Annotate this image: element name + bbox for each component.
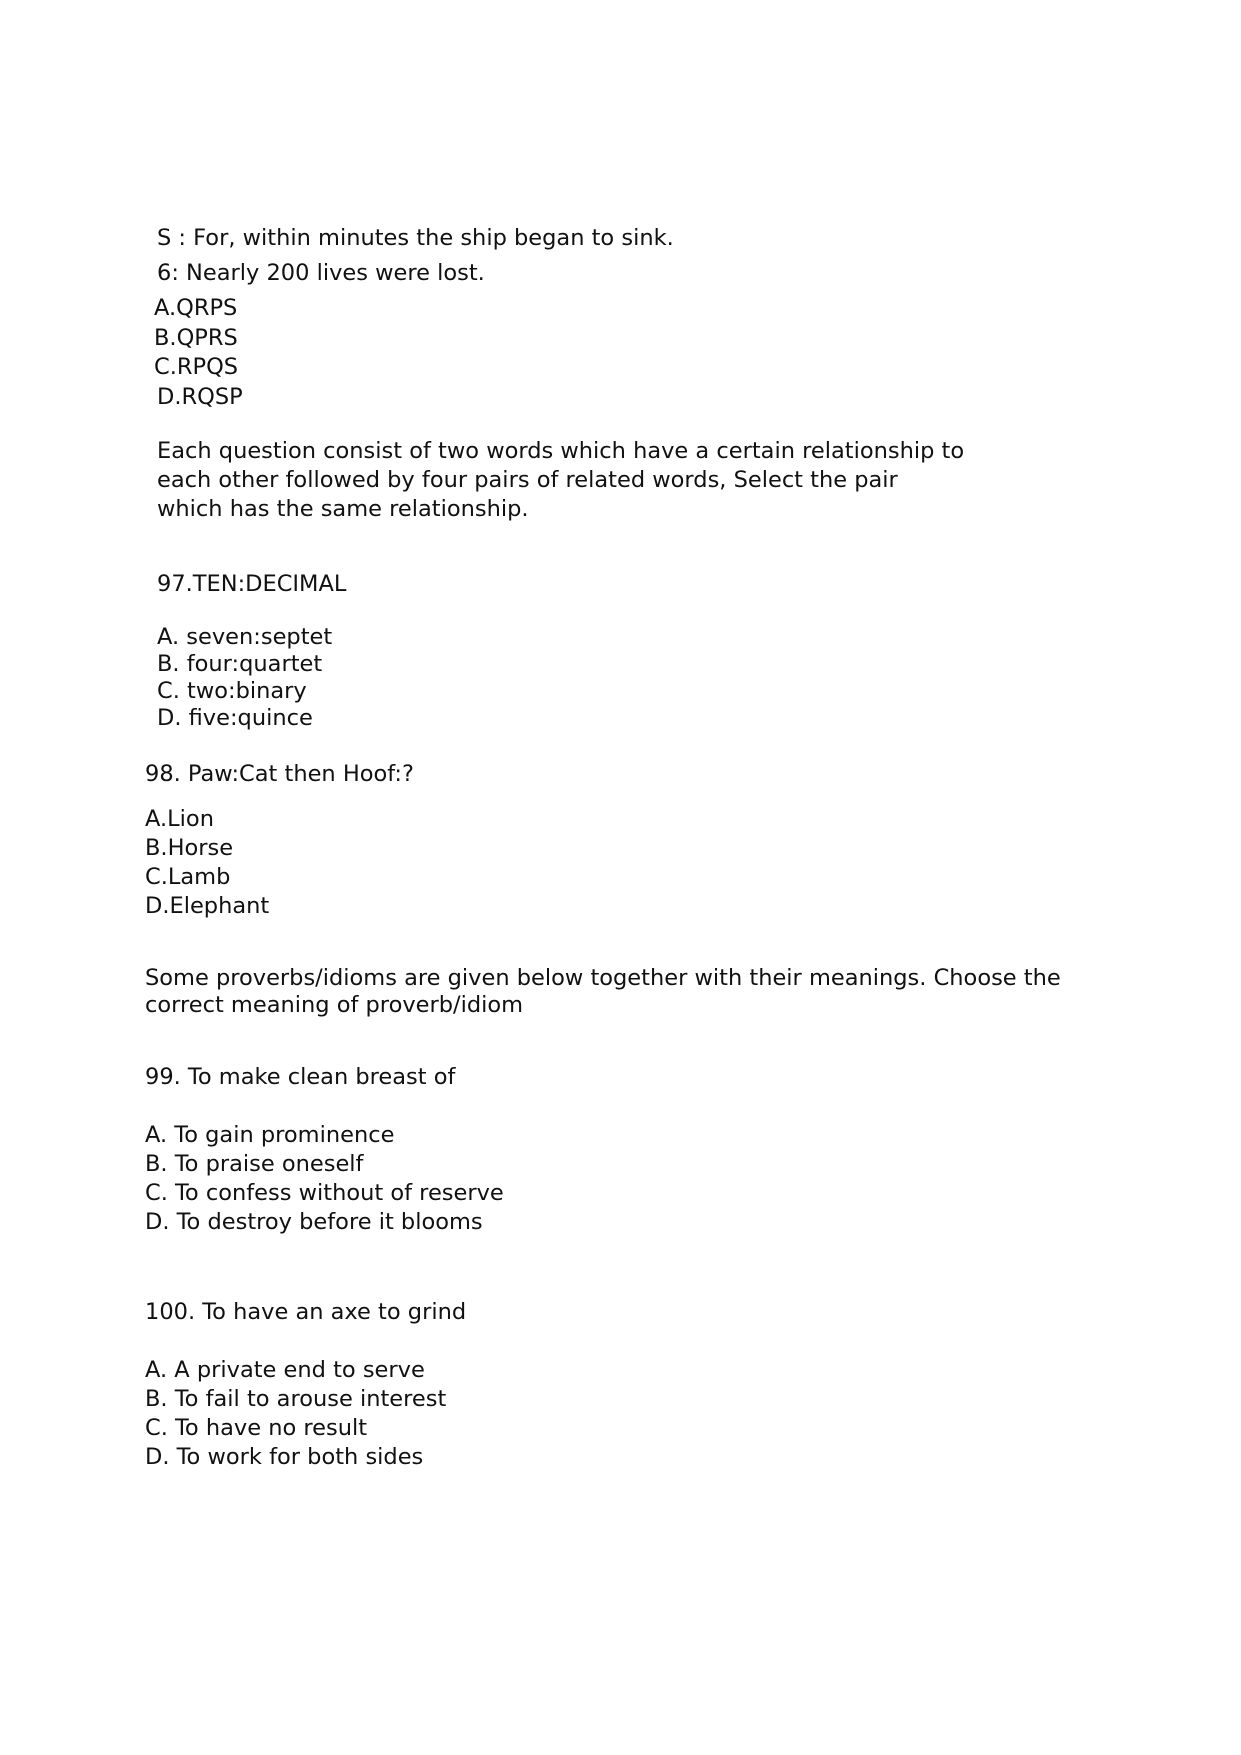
analogy-instructions [157, 437, 964, 524]
option-c: C.Lamb [145, 864, 231, 890]
instruction-line: Each question consist of two words which have a certain relationship to [157, 438, 965, 464]
q100-options [145, 1356, 446, 1472]
instruction-line: each other followed by four pairs of related words, Select the pair [157, 467, 898, 493]
instruction-line: which has the same relationship. [157, 496, 529, 522]
option-c: C.RPQS [154, 354, 239, 380]
q97-question: 97.TEN:DECIMAL [157, 571, 347, 597]
option-b: B.Horse [145, 835, 234, 861]
option-d: D. To work for both sides [145, 1444, 424, 1470]
option-b: B. To praise oneself [145, 1151, 364, 1177]
instruction-line: Some proverbs/idioms are given below together with their meanings. Choose the [145, 965, 1061, 991]
option-b: B. four:quartet [157, 651, 323, 677]
q96-options [154, 294, 243, 412]
option-d: D.RQSP [157, 383, 243, 410]
option-a: A. To gain prominence [145, 1122, 395, 1148]
option-c: C. To have no result [145, 1415, 368, 1441]
q100-question: 100. To have an axe to grind [145, 1299, 467, 1325]
q99-options [145, 1121, 504, 1237]
q98-options [145, 805, 269, 921]
option-a: A.QRPS [154, 295, 238, 321]
option-d: D. five:quince [157, 705, 313, 731]
option-d: D.Elephant [145, 893, 270, 919]
option-b: B.QPRS [154, 324, 238, 351]
option-d: D. To destroy before it blooms [145, 1209, 483, 1235]
sentence-s: S : For, within minutes the ship began to sink. [157, 225, 674, 251]
option-a: A.Lion [145, 806, 214, 832]
option-a: A. A private end to serve [145, 1357, 425, 1383]
option-c: C. two:binary [157, 678, 307, 704]
option-a: A. seven:septet [157, 624, 333, 650]
option-b: B. To fail to arouse interest [145, 1386, 447, 1412]
option-c: C. To confess without of reserve [145, 1180, 504, 1206]
proverb-instructions [145, 965, 1061, 1019]
sentence-6: 6: Nearly 200 lives were lost. [157, 260, 485, 286]
q99-question: 99. To make clean breast of [145, 1064, 456, 1090]
q97-options [157, 624, 332, 732]
instruction-line: correct meaning of proverb/idiom [145, 992, 524, 1018]
q98-question: 98. Paw:Cat then Hoof:? [145, 761, 414, 787]
